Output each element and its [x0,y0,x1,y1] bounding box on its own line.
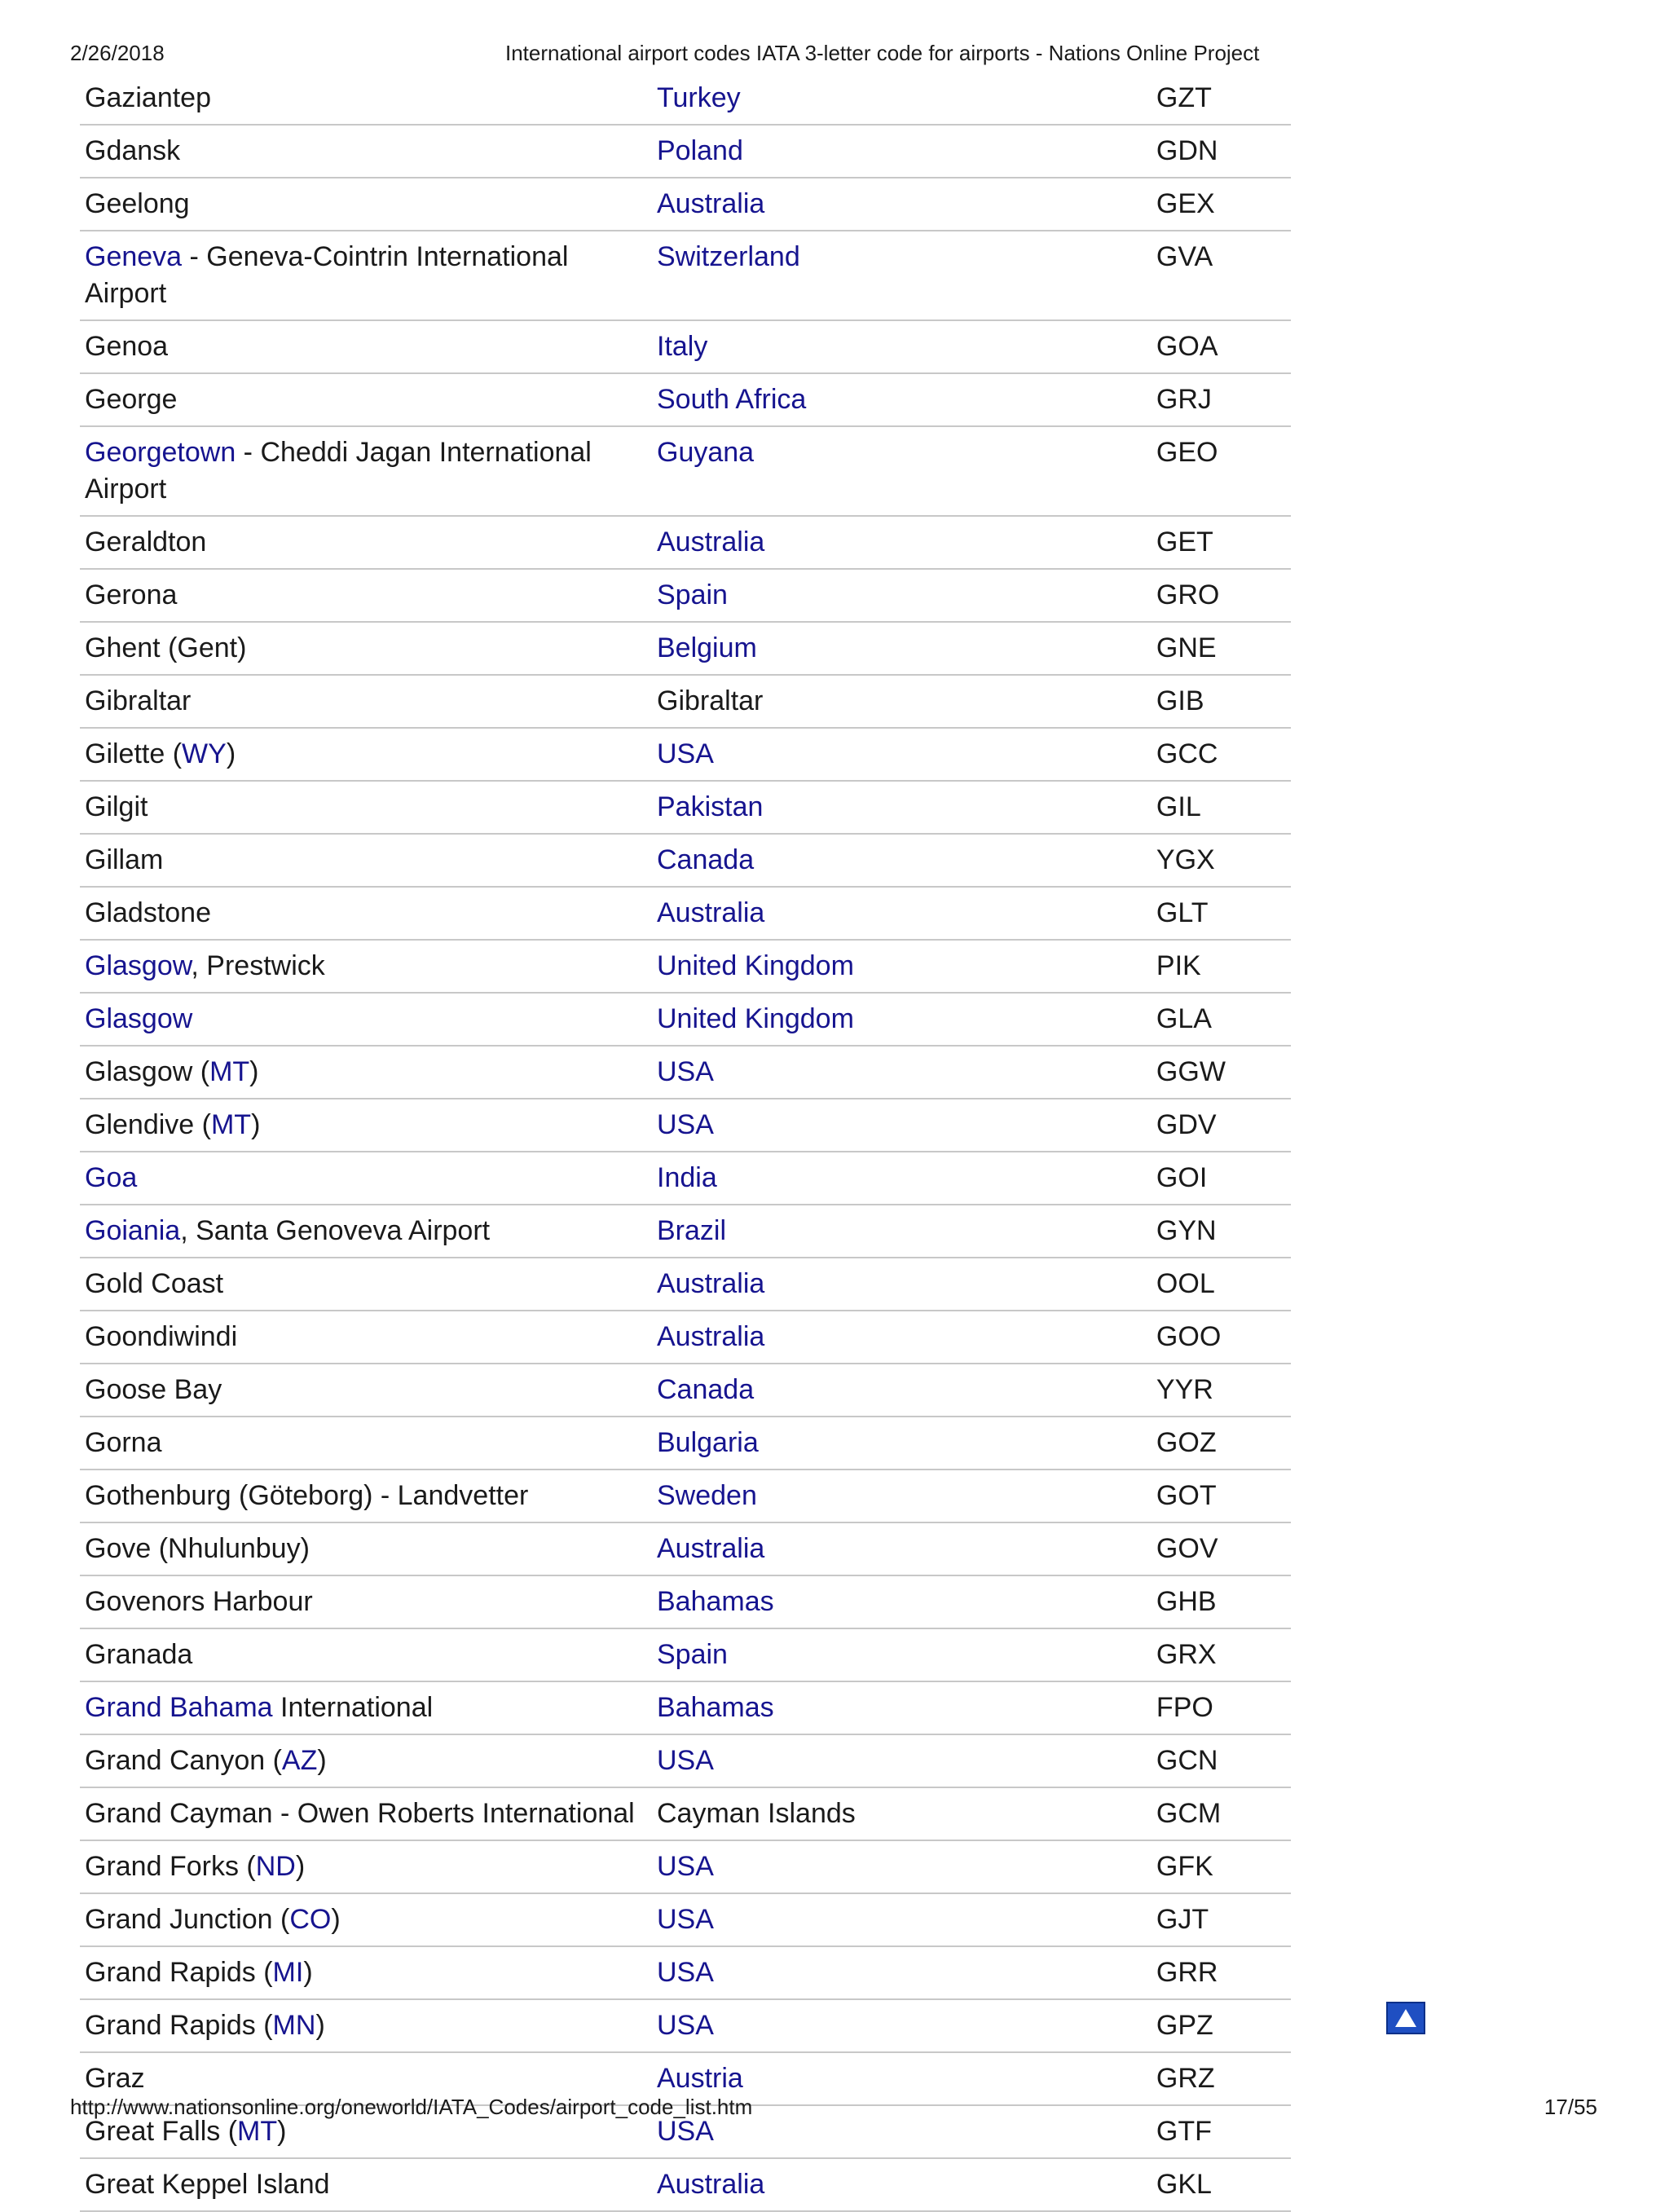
city-link[interactable]: MN [272,2010,316,2041]
table-row [80,622,1291,675]
country-link[interactable]: Bahamas [657,1692,774,1723]
iata-code: GOV [1152,1522,1291,1575]
city-cell [80,1417,652,1470]
table-row [80,231,1291,320]
table-row [80,993,1291,1046]
city-cell [80,1258,652,1311]
table-row [80,178,1291,231]
country-link[interactable]: United Kingdom [657,950,854,981]
iata-code: GOT [1152,1470,1291,1522]
iata-code: GOO [1152,1311,1291,1364]
country-link[interactable]: Australia [657,1268,765,1299]
city-link[interactable]: ND [255,1851,296,1882]
country-link[interactable]: Poland [657,135,743,166]
country-cell [652,516,1152,569]
city-text: Ghent (Gent) [85,632,247,663]
city-cell [80,178,652,231]
table-row [80,1840,1291,1893]
city-text: - Cheddi Jagan International Airport [85,437,592,505]
iata-code: PIK [1152,940,1291,993]
city-text: Glendive ( [85,1109,211,1140]
country-link[interactable]: Canada [657,844,755,875]
city-text: ) [317,1745,327,1776]
country-cell [652,1575,1152,1628]
city-cell [80,1364,652,1417]
city-text: ) [331,1904,341,1935]
table-row [80,516,1291,569]
city-link[interactable]: Georgetown [85,437,236,468]
country-link[interactable]: Australia [657,527,765,557]
city-cell [80,622,652,675]
city-cell [80,125,652,178]
iata-code: GRO [1152,569,1291,622]
city-cell [80,1946,652,1999]
city-text: Grand Rapids ( [85,1957,273,1988]
iata-code: GRZ [1152,2052,1291,2105]
airport-code-table [80,73,1291,2212]
city-text: Graz [85,2063,145,2094]
table-row [80,1999,1291,2052]
iata-code: OOL [1152,1258,1291,1311]
country-cell [652,1470,1152,1522]
city-text: ) [303,1957,313,1988]
up-arrow-icon [1388,2003,1424,2033]
iata-code: GRX [1152,1628,1291,1681]
country-link[interactable]: USA [657,1851,714,1882]
city-text: Gilgit [85,791,148,822]
country-cell [652,1893,1152,1946]
city-text: ) [226,738,236,769]
city-text: ) [277,2116,287,2147]
table-row [80,1575,1291,1628]
iata-code: GIB [1152,675,1291,728]
table-row [80,1787,1291,1840]
iata-code: GZT [1152,73,1291,125]
table-row [80,320,1291,373]
iata-code: GNE [1152,622,1291,675]
country-link[interactable]: Switzerland [657,241,800,272]
city-text: Goose Bay [85,1374,222,1405]
city-text: Geraldton [85,527,207,557]
country-link[interactable]: Guyana [657,437,755,468]
table-row [80,1628,1291,1681]
city-cell [80,781,652,834]
city-cell [80,834,652,887]
city-cell [80,1099,652,1152]
iata-code: GPZ [1152,1999,1291,2052]
iata-code: GCC [1152,728,1291,781]
country-text: Cayman Islands [657,1798,856,1829]
country-cell [652,834,1152,887]
country-link[interactable]: USA [657,1056,714,1087]
country-link[interactable]: USA [657,1745,714,1776]
city-text: Gorna [85,1427,162,1458]
city-text: Grand Rapids ( [85,2010,273,2041]
country-cell [652,1311,1152,1364]
city-text: ) [249,1056,259,1087]
country-cell [652,675,1152,728]
city-text: Granada [85,1639,193,1670]
table-row [80,1258,1291,1311]
city-cell [80,1311,652,1364]
city-text: Gillam [85,844,164,875]
city-cell [80,1840,652,1893]
city-cell [80,887,652,940]
country-cell [652,1734,1152,1787]
table-row [80,940,1291,993]
table-row [80,1734,1291,1787]
iata-code: GDN [1152,125,1291,178]
city-text: George [85,384,178,415]
city-cell [80,569,652,622]
iata-code: GTF [1152,2105,1291,2158]
table-row [80,1152,1291,1205]
iata-code: GCM [1152,1787,1291,1840]
country-link[interactable]: Australia [657,1321,765,1352]
country-link[interactable]: USA [657,1109,714,1140]
city-text: Geelong [85,188,190,219]
country-cell [652,1046,1152,1099]
country-link[interactable]: Brazil [657,1215,727,1246]
city-cell [80,516,652,569]
table-row [80,1681,1291,1734]
city-cell [80,1046,652,1099]
city-link[interactable]: MI [272,1957,304,1988]
city-cell [80,1205,652,1258]
country-cell [652,728,1152,781]
country-cell [652,320,1152,373]
city-cell [80,1999,652,2052]
city-link[interactable]: MT [209,1056,250,1087]
table-row [80,728,1291,781]
print-date: 2/26/2018 [70,41,165,65]
country-link[interactable]: United Kingdom [657,1003,854,1034]
city-cell [80,320,652,373]
city-cell [80,728,652,781]
iata-code: GFK [1152,1840,1291,1893]
country-cell [652,426,1152,516]
city-cell [80,2158,652,2211]
back-to-top-button[interactable] [1386,2002,1425,2034]
country-cell [652,1099,1152,1152]
city-cell [80,940,652,993]
country-link[interactable]: Italy [657,331,708,362]
country-link[interactable]: Turkey [657,82,741,113]
country-cell [652,1628,1152,1681]
country-cell [652,1152,1152,1205]
iata-code: GCN [1152,1734,1291,1787]
country-cell [652,1681,1152,1734]
country-cell [652,887,1152,940]
city-text: Goondiwindi [85,1321,238,1352]
iata-code: GOA [1152,320,1291,373]
city-text: Gladstone [85,897,211,928]
city-text: Gove (Nhulunbuy) [85,1533,310,1564]
country-cell [652,1999,1152,2052]
country-cell [652,73,1152,125]
country-cell [652,1364,1152,1417]
table-row [80,1099,1291,1152]
table-row [80,1364,1291,1417]
page-number: 17/55 [1543,2095,1597,2119]
country-cell [652,622,1152,675]
country-link[interactable]: Bahamas [657,1586,774,1617]
city-text: Grand Cayman - Owen Roberts International [85,1798,635,1829]
country-link[interactable]: Austria [657,2063,743,2094]
country-cell [652,1417,1152,1470]
table-row [80,426,1291,516]
city-text: Gilette ( [85,738,183,769]
city-cell [80,1470,652,1522]
city-text: Grand Forks ( [85,1851,256,1882]
table-row [80,569,1291,622]
table-row [80,834,1291,887]
iata-code: YGX [1152,834,1291,887]
iata-code: GIL [1152,781,1291,834]
country-cell [652,940,1152,993]
page-title: International airport codes IATA 3-letter code for airports - Nations Online Project [505,41,1260,65]
city-text: ) [295,1851,306,1882]
country-link[interactable]: Canada [657,1374,755,1405]
country-link[interactable]: Sweden [657,1480,757,1511]
city-link[interactable]: CO [289,1904,332,1935]
city-cell [80,231,652,320]
table-row [80,1470,1291,1522]
city-link[interactable]: Goiania [85,1215,181,1246]
iata-code: GEO [1152,426,1291,516]
city-text: - Geneva-Cointrin International Airport [85,241,569,309]
city-text: ) [251,1109,261,1140]
city-text: International [272,1692,434,1723]
iata-code: GRJ [1152,373,1291,426]
iata-code: GEX [1152,178,1291,231]
iata-code: GDV [1152,1099,1291,1152]
table-row [80,1311,1291,1364]
table-row [80,1417,1291,1470]
city-cell [80,1893,652,1946]
city-cell [80,1628,652,1681]
table-row [80,73,1291,125]
city-cell [80,73,652,125]
city-link[interactable]: Glasgow [85,1003,193,1034]
city-text: Great Falls ( [85,2116,238,2147]
country-link[interactable]: Spain [657,1639,728,1670]
country-link[interactable]: India [657,1162,717,1193]
country-cell [652,993,1152,1046]
city-link[interactable]: Grand Bahama [85,1692,273,1723]
city-text: Gerona [85,579,178,610]
city-link[interactable]: Goa [85,1162,138,1193]
city-cell [80,1787,652,1840]
country-cell [652,1946,1152,1999]
table-row [80,125,1291,178]
city-text: , Prestwick [191,950,325,981]
iata-code: GOI [1152,1152,1291,1205]
table-row [80,1046,1291,1099]
country-link[interactable]: Belgium [657,632,757,663]
iata-code: GRR [1152,1946,1291,1999]
city-cell [80,373,652,426]
country-link[interactable]: Pakistan [657,791,764,822]
table-row [80,2158,1291,2211]
iata-code: GET [1152,516,1291,569]
country-cell [652,231,1152,320]
city-cell [80,1522,652,1575]
city-text: Gothenburg (Göteborg) - Landvetter [85,1480,529,1511]
country-link[interactable]: USA [657,2116,714,2147]
city-text: Great Keppel Island [85,2169,330,2200]
table-row [80,1205,1291,1258]
country-link[interactable]: Australia [657,1533,765,1564]
country-cell [652,1205,1152,1258]
city-link[interactable]: WY [182,738,227,769]
iata-code: GGW [1152,1046,1291,1099]
city-text: , Santa Genoveva Airport [180,1215,491,1246]
table-row [80,1946,1291,1999]
city-cell [80,1152,652,1205]
table-row [80,373,1291,426]
city-text: Grand Canyon ( [85,1745,282,1776]
country-cell [652,1522,1152,1575]
iata-code: GLA [1152,993,1291,1046]
city-cell [80,993,652,1046]
iata-code: GOZ [1152,1417,1291,1470]
country-link[interactable]: Bulgaria [657,1427,759,1458]
iata-code: GYN [1152,1205,1291,1258]
city-cell [80,1575,652,1628]
country-text: Gibraltar [657,685,764,716]
country-cell [652,569,1152,622]
country-cell [652,781,1152,834]
city-text: Govenors Harbour [85,1586,313,1617]
table-row [80,887,1291,940]
country-cell [652,178,1152,231]
country-link[interactable]: USA [657,738,714,769]
iata-code: GVA [1152,231,1291,320]
city-link[interactable]: Geneva [85,241,183,272]
city-cell [80,1681,652,1734]
country-link[interactable]: Australia [657,188,765,219]
city-link[interactable]: MT [237,2116,278,2147]
city-cell [80,675,652,728]
iata-code: FPO [1152,1681,1291,1734]
table-row [80,781,1291,834]
city-text: Gold Coast [85,1268,224,1299]
country-cell [652,1840,1152,1893]
country-cell [652,1258,1152,1311]
city-text: ) [315,2010,325,2041]
city-text: Glasgow ( [85,1056,210,1087]
city-cell [80,426,652,516]
country-cell [652,373,1152,426]
iata-code: GKL [1152,2158,1291,2211]
city-link[interactable]: MT [210,1109,252,1140]
country-cell [652,1787,1152,1840]
city-link[interactable]: AZ [281,1745,318,1776]
country-link[interactable]: Australia [657,897,765,928]
country-link[interactable]: Australia [657,2169,765,2200]
city-link[interactable]: Glasgow [85,950,192,981]
country-link[interactable]: USA [657,2010,714,2041]
iata-code: GLT [1152,887,1291,940]
country-link[interactable]: USA [657,1904,714,1935]
country-link[interactable]: Spain [657,579,728,610]
country-cell [652,125,1152,178]
iata-code: GHB [1152,1575,1291,1628]
country-cell [652,2158,1152,2211]
table-row [80,675,1291,728]
city-cell [80,1734,652,1787]
city-text: Gaziantep [85,82,211,113]
city-text: Genoa [85,331,169,362]
footer-url: http://www.nationsonline.org/oneworld/IATA_Codes/airport_code_list.htm [70,2095,753,2119]
iata-code: GJT [1152,1893,1291,1946]
iata-code: YYR [1152,1364,1291,1417]
city-text: Gibraltar [85,685,192,716]
city-text: Gdansk [85,135,181,166]
city-text: Grand Junction ( [85,1904,290,1935]
table-row [80,1522,1291,1575]
table-row [80,1893,1291,1946]
country-link[interactable]: South Africa [657,384,807,415]
country-link[interactable]: USA [657,1957,714,1988]
